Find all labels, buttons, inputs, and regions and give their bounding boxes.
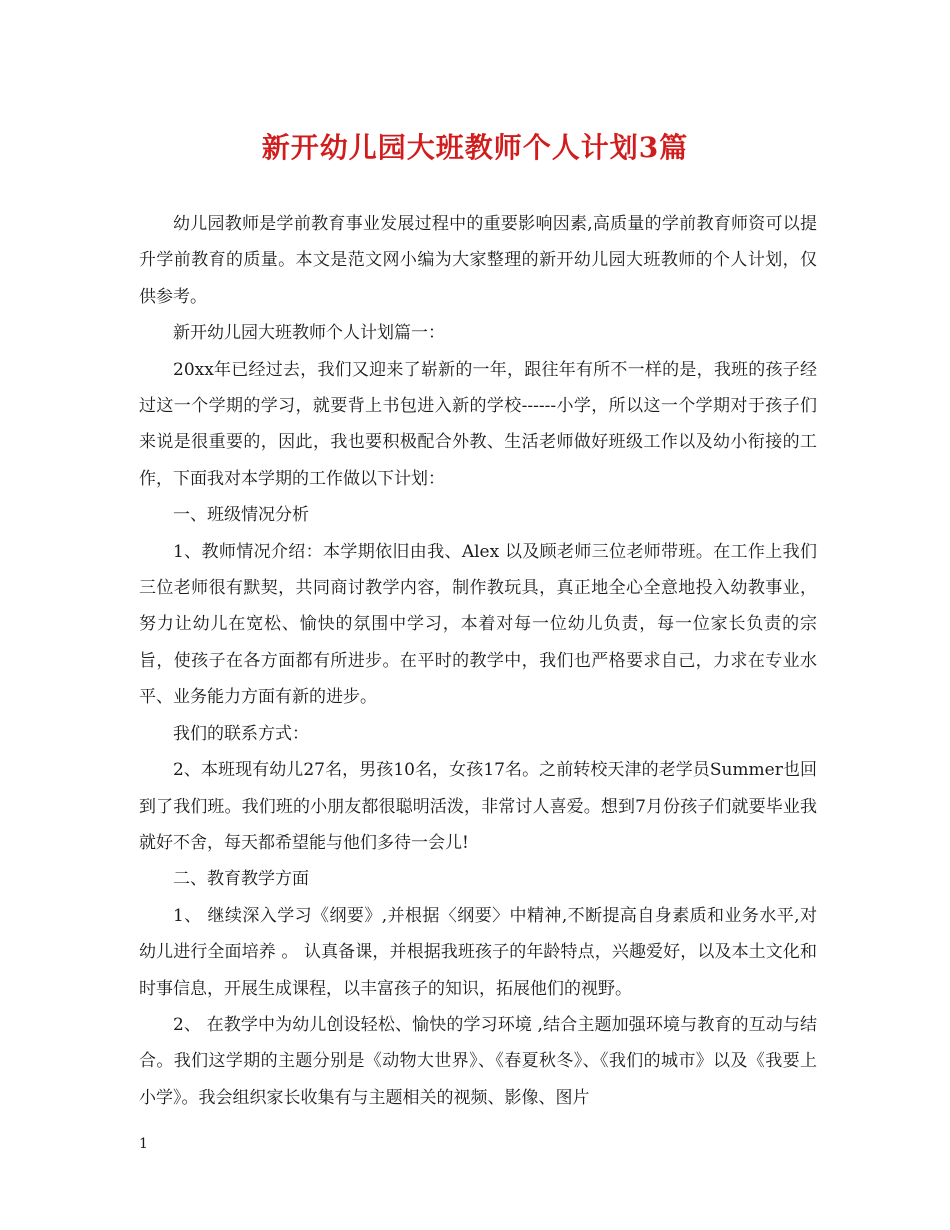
paragraph-class-members: 2、本班现有幼儿27名，男孩10名，女孩17名。之前转校天津的老学员Summer也回到了我们班。我们班的小朋友都很聪明活泼，非常讨人喜爱。想到7月份孩子们就要毕业我就好不舍，每天都希望能与他们多待一会儿! xyxy=(139,760,817,853)
paragraph-intro: 幼儿园教师是学前教育事业发展过程中的重要影响因素,高质量的学前教育师资可以提升学前教育的质量。本文是范文网小编为大家整理的新开幼儿园大班教师的个人计划，仅供参考。 xyxy=(139,214,817,307)
paragraph-opening: 20xx年已经过去，我们又迎来了崭新的一年，跟往年有所不一样的是，我班的孩子经过这一个学期的学习，就要背上书包进入新的学校------小学，所以这一个学期对于孩子们来说是很重要的，因此，我也要积极配合外教、生活老师做好班级工作以及幼小衔接的工作，下面我对本学期的工作做以下计划： xyxy=(139,359,817,489)
document-body xyxy=(139,206,817,1116)
paragraph-heading-class-analysis: 一、班级情况分析 xyxy=(173,505,309,526)
paragraph-teacher-intro: 1、教师情况介绍：本学期依旧由我、Alex 以及顾老师三位老师带班。在工作上我们三位老师很有默契，共同商讨教学内容，制作教玩具，真正地全心全意地投入幼教事业，努力让幼儿在宽松、愉快的氛围中学习，本着对每一位幼儿负责，每一位家长负责的宗旨，使孩子在各方面都有所进步。在平时的教学中，我们也严格要求自己，力求在专业水平、业务能力方面有新的进步。 xyxy=(139,541,817,708)
document-title: 新开幼儿园大班教师个人计划3篇 xyxy=(261,131,689,164)
paragraph-heading-teaching: 二、教育教学方面 xyxy=(173,869,309,890)
paragraph-section-heading: 新开幼儿园大班教师个人计划篇一： xyxy=(173,323,445,344)
paragraph-contact: 我们的联系方式： xyxy=(173,723,309,744)
paragraph-teaching-1: 1、 继续深入学习《纲要》,并根据〈纲要〉中精神,不断提高自身素质和业务水平,对幼儿进行全面培养 。 认真备课，并根据我班孩子的年龄特点，兴趣爱好，以及本土文化和时事信息，开展生成课程，以丰富孩子的知识，拓展他们的视野。 xyxy=(139,905,817,999)
paragraph-teaching-2: 2、 在教学中为幼儿创设轻松、愉快的学习环境 ,结合主题加强环境与教育的互动与结合。我们这学期的主题分别是《动物大世界》、《春夏秋冬》、《我们的城市》以及《我要上小学》。我会组织家长收集有与主题相关的视频、影像、图片 xyxy=(139,1014,817,1108)
page-number: 1 xyxy=(139,1136,148,1152)
